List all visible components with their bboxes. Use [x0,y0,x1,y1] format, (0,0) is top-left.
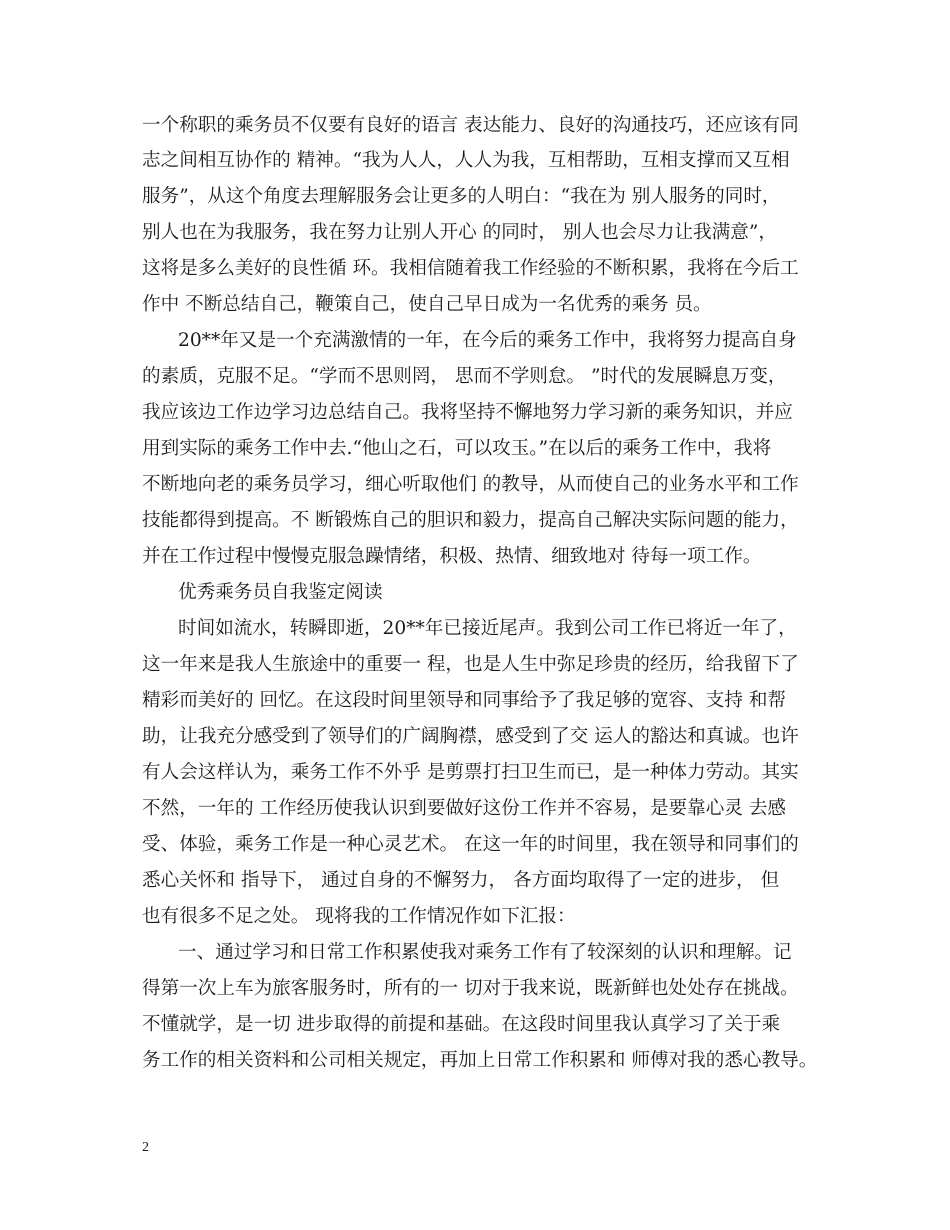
text-line: 20**年又是一个充满激情的一年，在今后的乘务工作中，我将努力提高自身 [178,330,797,351]
text-line: 并在工作过程中慢慢克服急躁情绪，积极、热情、细致地对 待每一项工作。 [142,546,762,567]
text-line: 别人也在为我服务，我在努力让别人开心 的同时， 别人也会尽力让我满意”， [142,222,777,243]
text-line: 不断地向老的乘务员学习，细心听取他们 的教导，从而使自己的业务水平和工作 [142,474,799,495]
text-line: 这一年来是我人生旅途中的重要一 程，也是人生中弥足珍贵的经历，给我留下了 [142,654,799,675]
text-line: 我应该边工作边学习边总结自己。我将坚持不懈地努力学习新的乘务知识，并应 [142,402,793,423]
text-line: 志之间相互协作的 精神。“我为人人，人人为我，互相帮助，互相支撑而又互相 [142,150,790,171]
text-line: 得第一次上车为旅客服务时，所有的一 切对于我来说，既新鲜也处处存在挑战。 [142,978,799,999]
text-line: 务工作的相关资料和公司相关规定，再加上日常工作积累和 师傅对我的悉心教导。 [142,1050,818,1071]
text-line: 助，让我充分感受到了领导们的广阔胸襟，感受到了交 运人的豁达和真诚。也许 [142,726,799,747]
text-line: 受、体验，乘务工作是一种心灵艺术。 在这一年的时间里，我在领导和同事们的 [142,834,799,855]
text-line: 作中 不断总结自己，鞭策自己，使自己早日成为一名优秀的乘务 员。 [142,294,712,315]
page-number: 2 [142,1140,149,1155]
text-line: 不懂就学，是一切 进步取得的前提和基础。在这段时间里我认真学习了关于乘 [142,1014,781,1035]
text-line: 一、通过学习和日常工作积累使我对乘务工作有了较深刻的认识和理解。记 [178,942,792,963]
text-line: 不然，一年的 工作经历使我认识到要做好这份工作并不容易，是要靠心灵 去感 [142,798,787,819]
text-line: 有人会这样认为，乘务工作不外乎 是剪票打扫卫生而已，是一种体力劳动。其实 [142,762,799,783]
text-line: 服务”，从这个角度去理解服务会让更多的人明白：“我在为 别人服务的同时， [142,186,781,207]
text-line: 精彩而美好的 回忆。在这段时间里领导和同事给予了我足够的宽容、支持 和帮 [142,690,787,711]
text-line: 技能都得到提高。不 断锻炼自己的胆识和毅力，提高自己解决实际问题的能力， [142,510,799,531]
text-line: 的素质，克服不足。“学而不思则罔， 思而不学则怠。 ”时代的发展瞬息万变， [142,366,787,387]
text-line: 这将是多么美好的良性循 环。我相信随着我工作经验的不断积累，我将在今后工 [142,258,799,279]
text-line: 一个称职的乘务员不仅要有良好的语言 表达能力、良好的沟通技巧，还应该有同 [142,115,799,136]
text-line: 也有很多不足之处。 现将我的工作情况作如下汇报： [142,906,576,927]
section-title: 优秀乘务员自我鉴定阅读 [178,582,383,603]
text-line: 时间如流水，转瞬即逝，20**年已接近尾声。我到公司工作已将近一年了， [178,618,797,639]
text-line: 悉心关怀和 指导下， 通过自身的不懈努力， 各方面均取得了一定的进步， 但 [142,870,780,891]
text-line: 用到实际的乘务工作中去.“他山之石，可以攻玉。”在以后的乘务工作中，我将 [142,438,772,459]
